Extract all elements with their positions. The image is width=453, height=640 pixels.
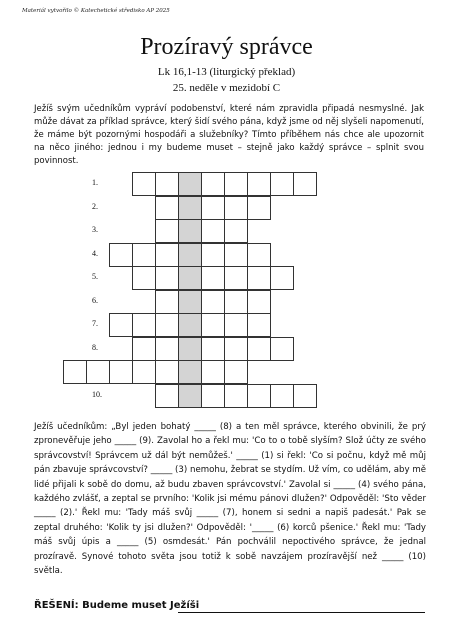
crossword-cell[interactable]	[155, 360, 179, 384]
header-note: Materiál vytvořilo © Katechetické středisko AP 2025	[22, 8, 170, 14]
crossword-cell[interactable]	[224, 196, 248, 220]
crossword-key-cell[interactable]	[178, 360, 202, 384]
crossword-cell[interactable]	[247, 290, 271, 314]
crossword-key-cell[interactable]	[178, 384, 202, 408]
crossword-cell[interactable]	[155, 290, 179, 314]
crossword-cell[interactable]	[247, 337, 271, 361]
crossword-row-number: 2.	[92, 201, 98, 211]
crossword-cell[interactable]	[201, 360, 225, 384]
crossword-cell[interactable]	[109, 313, 133, 337]
crossword-cell[interactable]	[109, 360, 133, 384]
crossword-cell[interactable]	[247, 196, 271, 220]
crossword-cell[interactable]	[132, 266, 156, 290]
crossword-row-number: 10.	[92, 389, 102, 399]
crossword-cell[interactable]	[224, 360, 248, 384]
crossword-key-cell[interactable]	[178, 219, 202, 243]
crossword-cell[interactable]	[132, 313, 156, 337]
crossword-cell[interactable]	[155, 196, 179, 220]
crossword-row-number: 7.	[92, 319, 98, 328]
page-title: Prozíravý správce	[140, 34, 313, 60]
crossword-cell[interactable]	[224, 290, 248, 314]
crossword-cell[interactable]	[63, 360, 87, 384]
crossword-cell[interactable]	[247, 243, 271, 267]
crossword-cell[interactable]	[247, 266, 271, 290]
crossword-cell[interactable]	[155, 266, 179, 290]
crossword-cell[interactable]	[155, 172, 179, 196]
crossword-cell[interactable]	[201, 196, 225, 220]
crossword-cell[interactable]	[155, 337, 179, 361]
crossword-key-cell[interactable]	[178, 266, 202, 290]
crossword-row-number: 4.	[92, 248, 98, 258]
crossword-cell[interactable]	[270, 337, 294, 361]
crossword-cell[interactable]	[155, 219, 179, 243]
crossword-row-number: 8.	[92, 342, 98, 352]
crossword-cell[interactable]	[201, 266, 225, 290]
crossword-cell[interactable]	[201, 337, 225, 361]
crossword-cell[interactable]	[270, 172, 294, 196]
intro-paragraph: Ježíš svým učedníkům vypráví podobenství, které nám zpravidla připadá nesmyslné. Jak může dávat za příklad správce, který šidí svého pána, když jsme od něj slyšeli napomenutí, že máme být pozornými hospodáři a služebníky? Tímto příběhem nás chce ale upozornit na něco jiného: jednou i my budeme muset – stejně jako každý správce – splnit svou povinnost.	[34, 104, 424, 166]
crossword-cell[interactable]	[132, 243, 156, 267]
crossword-cell[interactable]	[201, 243, 225, 267]
crossword-cell[interactable]	[201, 290, 225, 314]
crossword-cell[interactable]	[155, 384, 179, 408]
crossword-cell[interactable]	[132, 172, 156, 196]
crossword-row-number: 5.	[92, 272, 98, 281]
crossword-cell[interactable]	[201, 384, 225, 408]
crossword-cell[interactable]	[109, 243, 133, 267]
crossword-cell[interactable]	[155, 313, 179, 337]
crossword-cell[interactable]	[224, 172, 248, 196]
crossword-cell[interactable]	[86, 360, 110, 384]
bible-reference: Lk 16,1-13 (liturgický překlad)	[157, 66, 296, 78]
crossword-cell[interactable]	[224, 219, 248, 243]
crossword-cell[interactable]	[155, 243, 179, 267]
crossword-cell[interactable]	[247, 172, 271, 196]
crossword-key-cell[interactable]	[178, 196, 202, 220]
liturgical-sunday: 25. neděle v mezidobí C	[172, 82, 281, 94]
crossword-key-cell[interactable]	[178, 243, 202, 267]
crossword-cell[interactable]	[132, 360, 156, 384]
crossword-cell[interactable]	[224, 243, 248, 267]
crossword-key-cell[interactable]	[178, 290, 202, 314]
crossword-cell[interactable]	[224, 313, 248, 337]
crossword-cell[interactable]	[224, 337, 248, 361]
crossword-cell[interactable]	[247, 313, 271, 337]
crossword-key-cell[interactable]	[178, 337, 202, 361]
crossword-key-cell[interactable]	[178, 313, 202, 337]
crossword-cell[interactable]	[132, 337, 156, 361]
crossword-row-number: 1.	[92, 178, 98, 187]
crossword-cell[interactable]	[201, 219, 225, 243]
crossword-cell[interactable]	[247, 384, 271, 408]
crossword-key-cell[interactable]	[178, 172, 202, 196]
crossword-row-number: 3.	[92, 225, 98, 234]
crossword-cell[interactable]	[224, 384, 248, 408]
crossword-cell[interactable]	[270, 384, 294, 408]
crossword-cell[interactable]	[270, 266, 294, 290]
crossword-cell[interactable]	[293, 172, 317, 196]
crossword-row-number: 6.	[92, 295, 98, 305]
story-paragraph: Ježíš učedníkům: „Byl jeden bohatý _____ (8) a ten měl správce, kterého obvinili, že prý zpronevěřuje jeho _____ (9). Zavolal ho a řekl mu: 'Co to o tobě slyším? Slož účty ze svého správcovství! Správcem už dál být nemůžeš.' _____ (1) si řekl: 'Co si počnu, když mě můj pán zbavuje správcovství? _____ (3) nemohu, žebrat se stydím. Už vím, co udělám, aby mě lidé přijali k sobě do domu, až budu zbaven správcovství.' Zavolal si _____ (4) svého pána, každého zvlášť, a zeptal se prvního: 'Kolik jsi mému pánovi dlužen?' Odpověděl: 'Sto věder _____ (2).' Řekl mu: 'Tady máš svůj _____ (7), honem si sedni a napiš padesát.' Pak se zeptal druhého: 'Kolik ty jsi dlužen?' Odpověděl: '_____ (6) korců pšenice.' Řekl mu: 'Tady máš svůj úpis a _____ (5) osmdesát.' Pán pochválil nepoctivého správce, že jednal prozíravě. Synové tohoto světa jsou totiž k sobě navzájem prozíravější než _____ (10) světla.	[34, 422, 426, 577]
crossword-cell[interactable]	[224, 266, 248, 290]
crossword-cell[interactable]	[201, 172, 225, 196]
solution-label: ŘEŠENÍ: Budeme muset Ježíši	[34, 600, 200, 611]
crossword-cell[interactable]	[201, 313, 225, 337]
crossword-cell[interactable]	[293, 384, 317, 408]
solution-answer-line[interactable]	[178, 612, 425, 613]
